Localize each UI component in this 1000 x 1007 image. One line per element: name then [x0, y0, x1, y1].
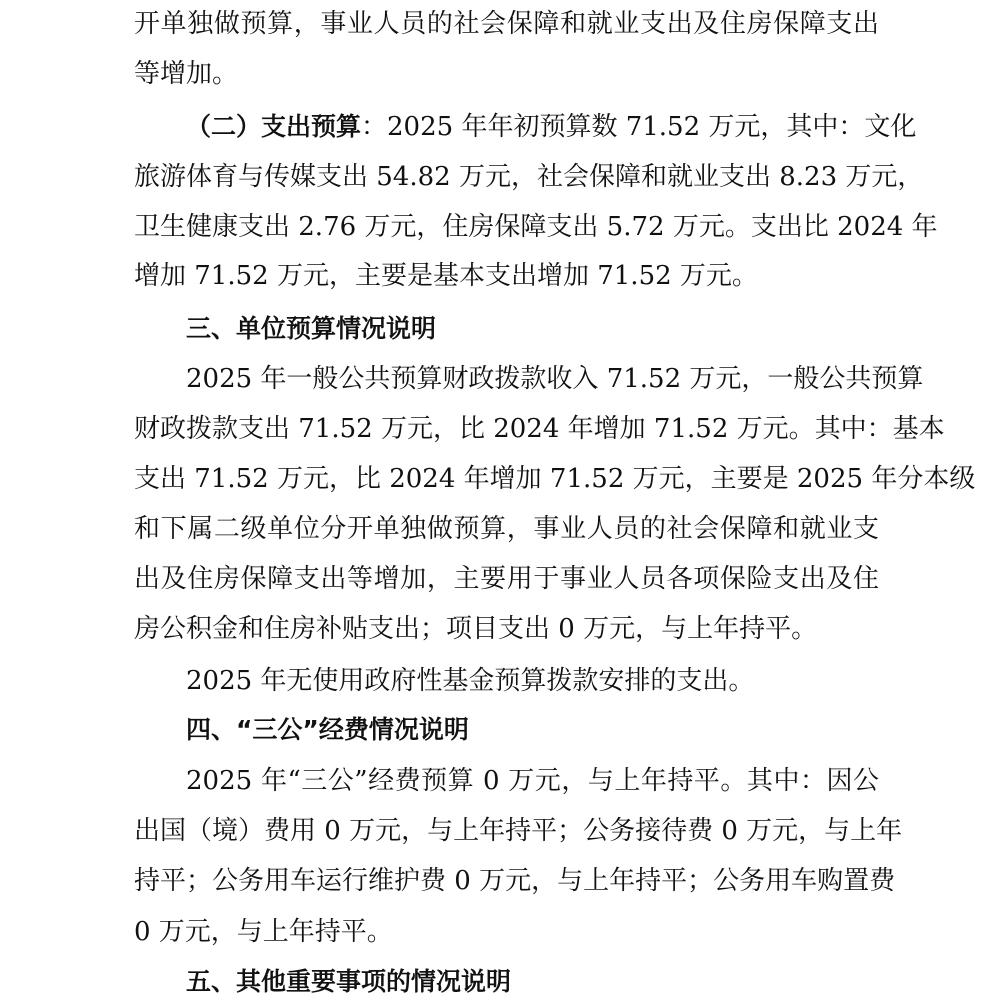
section-heading-3: 三、单位预算情况说明 — [186, 314, 437, 343]
paragraph-line: 2025 年一般公共预算财政拨款收入 71.52 万元，一般公共预算 — [186, 364, 924, 394]
section-heading-5: 五、其他重要事项的情况说明 — [186, 967, 512, 996]
paragraph-line: 支出 71.52 万元，比 2024 年增加 71.52 万元，主要是 2025 年分本级 — [134, 464, 976, 494]
paragraph-line: 开单独做预算，事业人员的社会保障和就业支出及住房保障支出 — [134, 9, 879, 39]
paragraph-line: 增加 71.52 万元，主要是基本支出增加 71.52 万元。 — [134, 261, 758, 291]
paragraph-line — [186, 107, 917, 147]
paragraph-line: 房公积金和住房补贴支出；项目支出 0 万元，与上年持平。 — [134, 614, 818, 644]
paragraph-line: 财政拨款支出 71.52 万元，比 2024 年增加 71.52 万元。其中：基本 — [134, 414, 945, 444]
paragraph-line: 0 万元，与上年持平。 — [134, 917, 393, 947]
paragraph-text: ：2025 年年初预算数 71.52 万元，其中：文化 — [361, 112, 917, 142]
paragraph-line: 2025 年“三公”经费预算 0 万元，与上年持平。其中：因公 — [186, 766, 879, 796]
paragraph-line: 旅游体育与传媒支出 54.82 万元，社会保障和就业支出 8.23 万元， — [134, 162, 924, 192]
paragraph-line: 持平；公务用车运行维护费 0 万元，与上年持平；公务用车购置费 — [134, 866, 896, 896]
section-heading-4: 四、“三公”经费情况说明 — [186, 715, 469, 744]
paragraph-line: 出及住房保障支出等增加，主要用于事业人员各项保险支出及住 — [134, 564, 879, 594]
paragraph-line: 卫生健康支出 2.76 万元，住房保障支出 5.72 万元。支出比 2024 年 — [134, 212, 938, 242]
subheading-expenditure-budget: （二）支出预算 — [186, 112, 362, 141]
paragraph-line: 2025 年无使用政府性基金预算拨款安排的支出。 — [186, 666, 755, 696]
paragraph-line: 等增加。 — [134, 59, 239, 89]
paragraph-line: 和下属二级单位分开单独做预算，事业人员的社会保障和就业支 — [134, 514, 879, 544]
paragraph-line: 出国（境）费用 0 万元，与上年持平；公务接待费 0 万元，与上年 — [134, 816, 903, 846]
